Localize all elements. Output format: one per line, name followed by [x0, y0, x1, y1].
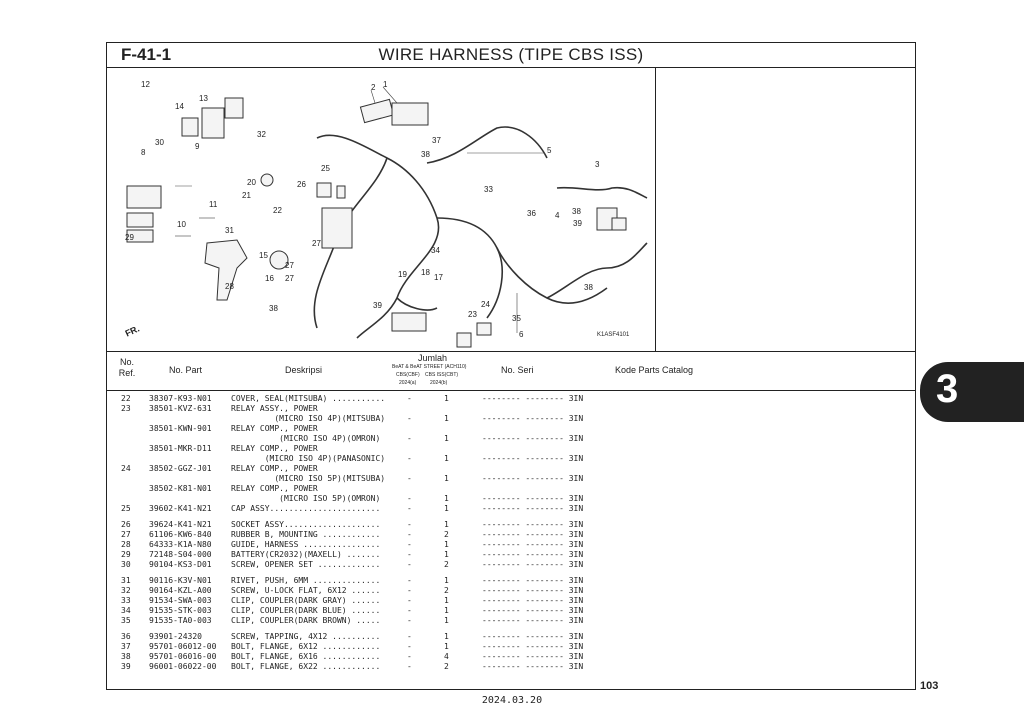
table-row [107, 616, 915, 626]
cell-ref: 24 [121, 464, 131, 473]
cell-qty-cbs-iss: 1 [444, 576, 449, 585]
cell-qty-cbs-iss: 1 [444, 632, 449, 641]
cell-qty-cbs-iss: 1 [444, 494, 449, 503]
cell-qty-cbs: - [407, 652, 412, 661]
col-jumlah: Jumlah [418, 353, 448, 363]
cell-qty-cbs-iss: 4 [444, 652, 449, 661]
callout-number: 39 [573, 219, 582, 228]
callout-number: 14 [175, 102, 184, 111]
table-row [107, 540, 915, 550]
callout-number: 20 [247, 178, 256, 187]
cell-description: RUBBER B, MOUNTING ............ [231, 530, 381, 539]
cell-qty-cbs: - [407, 434, 412, 443]
callout-number: 5 [547, 146, 552, 155]
cell-ref: 27 [121, 530, 131, 539]
callout-number: 38 [269, 304, 278, 313]
callout-number: 12 [141, 80, 150, 89]
cell-ref: 35 [121, 616, 131, 625]
cell-part-number: 95701-06016-00 [149, 652, 217, 661]
callout-number: 1 [383, 80, 388, 89]
title-bar [107, 43, 915, 68]
callout-number: 26 [297, 180, 306, 189]
table-row [107, 394, 915, 404]
cell-qty-cbs: - [407, 540, 412, 549]
cell-ref: 38 [121, 652, 131, 661]
callout-number: 17 [434, 273, 443, 282]
callout-number: 27 [312, 239, 321, 248]
cell-part-number: 64333-K1A-N80 [149, 540, 212, 549]
cell-qty-cbs: - [407, 530, 412, 539]
cell-qty-cbs-iss: 2 [444, 530, 449, 539]
table-row [107, 504, 915, 514]
callout-number: 31 [225, 226, 234, 235]
cell-ref: 34 [121, 606, 131, 615]
cell-qty-cbs-iss: 2 [444, 662, 449, 671]
table-row [107, 560, 915, 570]
cell-serial: -------- -------- 3IN [482, 530, 584, 539]
cell-description: (MICRO ISO 5P)(OMRON) [231, 494, 381, 503]
exploded-diagram [107, 68, 656, 351]
callout-number: 19 [398, 270, 407, 279]
table-row [107, 434, 915, 444]
cell-qty-cbs: - [407, 454, 412, 463]
cell-qty-cbs: - [407, 394, 412, 403]
callout-number: 28 [225, 282, 234, 291]
cell-serial: -------- -------- 3IN [482, 560, 584, 569]
callout-number: 3 [595, 160, 600, 169]
callout-number: 24 [481, 300, 490, 309]
cell-description: (MICRO ISO 4P)(OMRON) [231, 434, 381, 443]
cell-ref: 25 [121, 504, 131, 513]
callout-number: 36 [527, 209, 536, 218]
cell-ref: 33 [121, 596, 131, 605]
callout-number: 4 [555, 211, 560, 220]
table-row [107, 606, 915, 616]
cell-qty-cbs: - [407, 642, 412, 651]
cell-qty-cbs: - [407, 662, 412, 671]
cell-qty-cbs: - [407, 632, 412, 641]
cell-description: (MICRO ISO 4P)(MITSUBA) [231, 414, 386, 423]
cell-description: SCREW, OPENER SET ............. [231, 560, 381, 569]
cell-qty-cbs-iss: 1 [444, 474, 449, 483]
cell-qty-cbs-iss: 2 [444, 586, 449, 595]
cell-qty-cbs: - [407, 414, 412, 423]
cell-description: GUIDE, HARNESS ................ [231, 540, 381, 549]
cell-serial: -------- -------- 3IN [482, 454, 584, 463]
table-header [107, 351, 915, 391]
cell-qty-cbs: - [407, 586, 412, 595]
cell-part-number: 38307-K93-N01 [149, 394, 212, 403]
cell-description: CLIP, COUPLER(DARK BROWN) ..... [231, 616, 381, 625]
col-no-part: No. Part [169, 365, 203, 375]
cell-description: SOCKET ASSY.................... [231, 520, 381, 529]
callout-number: 21 [242, 191, 251, 200]
cell-part-number: 38501-KVZ-631 [149, 404, 212, 413]
cell-serial: -------- -------- 3IN [482, 652, 584, 661]
table-row [107, 444, 915, 454]
cell-ref: 36 [121, 632, 131, 641]
cell-ref: 22 [121, 394, 131, 403]
cell-part-number: 38502-K81-N01 [149, 484, 212, 493]
cell-qty-cbs: - [407, 596, 412, 605]
page-title: WIRE HARNESS (TIPE CBS ISS) [378, 45, 644, 64]
cell-part-number: 90164-KZL-A00 [149, 586, 212, 595]
fr-direction-label: FR. [123, 323, 141, 339]
callout-number: 35 [512, 314, 521, 323]
cell-serial: -------- -------- 3IN [482, 616, 584, 625]
table-row [107, 474, 915, 484]
table-row [107, 596, 915, 606]
callout-number: 38 [584, 283, 593, 292]
catalog-frame [106, 42, 916, 690]
cell-serial: -------- -------- 3IN [482, 576, 584, 585]
cell-serial: -------- -------- 3IN [482, 606, 584, 615]
callout-number: 33 [484, 185, 493, 194]
callout-number: 34 [431, 246, 440, 255]
section-number: 3 [936, 367, 959, 411]
cell-serial: -------- -------- 3IN [482, 642, 584, 651]
cell-ref: 29 [121, 550, 131, 559]
cell-ref: 37 [121, 642, 131, 651]
cell-serial: -------- -------- 3IN [482, 550, 584, 559]
cell-qty-cbs-iss: 1 [444, 616, 449, 625]
cell-qty-cbs-iss: 1 [444, 596, 449, 605]
cell-description: BOLT, FLANGE, 6X22 ............ [231, 662, 381, 671]
cell-serial: -------- -------- 3IN [482, 520, 584, 529]
callout-number: 22 [273, 206, 282, 215]
table-row [107, 550, 915, 560]
table-row [107, 424, 915, 434]
cell-qty-cbs: - [407, 494, 412, 503]
cell-description: (MICRO ISO 5P)(MITSUBA) [231, 474, 386, 483]
callout-number: 38 [421, 150, 430, 159]
callout-number: 27 [285, 274, 294, 283]
table-row [107, 586, 915, 596]
cell-description: BOLT, FLANGE, 6X16 ............ [231, 652, 381, 661]
page-number: 103 [920, 680, 939, 692]
cell-serial: -------- -------- 3IN [482, 494, 584, 503]
cell-qty-cbs-iss: 1 [444, 540, 449, 549]
table-row [107, 576, 915, 586]
cell-qty-cbs: - [407, 606, 412, 615]
cell-description: RELAY COMP., POWER [231, 464, 318, 473]
cell-qty-cbs-iss: 1 [444, 606, 449, 615]
callout-number: 39 [373, 301, 382, 310]
table-row [107, 404, 915, 414]
cell-description: SCREW, U-LOCK FLAT, 6X12 ...... [231, 586, 381, 595]
cell-description: CLIP, COUPLER(DARK BLUE) ...... [231, 606, 381, 615]
cell-ref: 39 [121, 662, 131, 671]
callout-number: 30 [155, 138, 164, 147]
cell-serial: -------- -------- 3IN [482, 394, 584, 403]
cell-qty-cbs: - [407, 576, 412, 585]
cell-part-number: 39624-K41-N21 [149, 520, 212, 529]
callout-number: 32 [257, 130, 266, 139]
callout-number: 6 [519, 330, 524, 339]
cell-part-number: 96001-06022-00 [149, 662, 217, 671]
cell-qty-cbs: - [407, 616, 412, 625]
cell-serial: -------- -------- 3IN [482, 662, 584, 671]
cell-qty-cbs-iss: 1 [444, 434, 449, 443]
table-row [107, 662, 915, 672]
cell-ref: 32 [121, 586, 131, 595]
cell-description: RELAY ASSY., POWER [231, 404, 318, 413]
cell-description: (MICRO ISO 4P)(PANASONIC) [231, 454, 386, 463]
cell-qty-cbs-iss: 1 [444, 454, 449, 463]
table-row [107, 652, 915, 662]
cell-serial: -------- -------- 3IN [482, 632, 584, 641]
cell-qty-cbs: - [407, 520, 412, 529]
section-tab [920, 362, 1024, 422]
callout-number: 25 [321, 164, 330, 173]
cell-qty-cbs-iss: 1 [444, 504, 449, 513]
callout-number: 10 [177, 220, 186, 229]
table-row [107, 520, 915, 530]
col-jumlah-2024a: 2024(a) [399, 380, 417, 386]
cell-description: RIVET, PUSH, 6MM .............. [231, 576, 381, 585]
callout-number: 16 [265, 274, 274, 283]
callout-number: 23 [468, 310, 477, 319]
table-row [107, 454, 915, 464]
cell-serial: -------- -------- 3IN [482, 540, 584, 549]
cell-description: COVER, SEAL(MITSUBA) ........... [231, 394, 386, 403]
cell-description: CAP ASSY....................... [231, 504, 381, 513]
callout-number: 18 [421, 268, 430, 277]
callout-number: 8 [141, 148, 146, 157]
table-row [107, 464, 915, 474]
cell-serial: -------- -------- 3IN [482, 504, 584, 513]
cell-part-number: 90104-KS3-D01 [149, 560, 212, 569]
cell-part-number: 90116-K3V-N01 [149, 576, 212, 585]
cell-serial: -------- -------- 3IN [482, 474, 584, 483]
col-jumlah-cbs: CBS(CBF) [396, 372, 420, 378]
table-row [107, 632, 915, 642]
table-row [107, 530, 915, 540]
cell-serial: -------- -------- 3IN [482, 596, 584, 605]
col-jumlah-model: BeAT & BeAT STREET (ACH110) [392, 364, 467, 370]
cell-part-number: 61106-KW6-840 [149, 530, 212, 539]
col-jumlah-cbs-iss: CBS ISS(CBT) [425, 372, 459, 378]
cell-description: RELAY COMP., POWER [231, 444, 318, 453]
col-deskripsi: Deskripsi [285, 365, 323, 375]
cell-qty-cbs: - [407, 560, 412, 569]
col-no-ref: No. Ref. [118, 357, 136, 378]
cell-description: BATTERY(CR2032)(MAXELL) ....... [231, 550, 381, 559]
cell-ref: 28 [121, 540, 131, 549]
cell-qty-cbs-iss: 1 [444, 414, 449, 423]
figure-code: F-41-1 [121, 45, 172, 64]
cell-part-number: 91534-SWA-003 [149, 596, 212, 605]
cell-qty-cbs-iss: 1 [444, 520, 449, 529]
callout-number: 2 [371, 83, 376, 92]
callout-number: 29 [125, 233, 134, 242]
cell-part-number: 72148-S04-000 [149, 550, 212, 559]
cell-part-number: 95701-06012-00 [149, 642, 217, 651]
cell-serial: -------- -------- 3IN [482, 434, 584, 443]
cell-description: CLIP, COUPLER(DARK GRAY) ...... [231, 596, 381, 605]
cell-part-number: 91535-STK-003 [149, 606, 212, 615]
callout-number: 37 [432, 136, 441, 145]
cell-serial: -------- -------- 3IN [482, 586, 584, 595]
cell-description: RELAY COMP., POWER [231, 424, 318, 433]
print-date: 2024.03.20 [481, 695, 543, 706]
cell-part-number: 91535-TA0-003 [149, 616, 212, 625]
cell-part-number: 93901-24320 [149, 632, 202, 641]
table-row [107, 494, 915, 504]
col-no-seri: No. Seri [501, 365, 534, 375]
cell-part-number: 38502-GGZ-J01 [149, 464, 212, 473]
table-row [107, 414, 915, 424]
cell-ref: 23 [121, 404, 131, 413]
cell-description: SCREW, TAPPING, 4X12 .......... [231, 632, 381, 641]
cell-qty-cbs-iss: 2 [444, 560, 449, 569]
table-row [107, 484, 915, 494]
callout-number: 27 [285, 261, 294, 270]
cell-part-number: 38501-MKR-D11 [149, 444, 212, 453]
callout-number: 13 [199, 94, 208, 103]
cell-description: RELAY COMP., POWER [231, 484, 318, 493]
cell-ref: 31 [121, 576, 131, 585]
callout-number: 15 [259, 251, 268, 260]
callout-number: 9 [195, 142, 200, 151]
callout-number: 38 [572, 207, 581, 216]
cell-part-number: 39602-K41-N21 [149, 504, 212, 513]
cell-description: BOLT, FLANGE, 6X12 ............ [231, 642, 381, 651]
cell-qty-cbs: - [407, 504, 412, 513]
cell-qty-cbs-iss: 1 [444, 550, 449, 559]
col-jumlah-2024b: 2024(b) [430, 380, 448, 386]
callout-number: 11 [209, 200, 218, 209]
cell-qty-cbs: - [407, 550, 412, 559]
cell-qty-cbs-iss: 1 [444, 642, 449, 651]
col-kode: Kode Parts Catalog [615, 365, 694, 375]
cell-qty-cbs-iss: 1 [444, 394, 449, 403]
cell-ref: 26 [121, 520, 131, 529]
cell-qty-cbs: - [407, 474, 412, 483]
diagram-code: K1ASF4101 [597, 332, 630, 338]
cell-serial: -------- -------- 3IN [482, 414, 584, 423]
table-row [107, 642, 915, 652]
cell-ref: 30 [121, 560, 131, 569]
cell-part-number: 38501-KWN-901 [149, 424, 212, 433]
